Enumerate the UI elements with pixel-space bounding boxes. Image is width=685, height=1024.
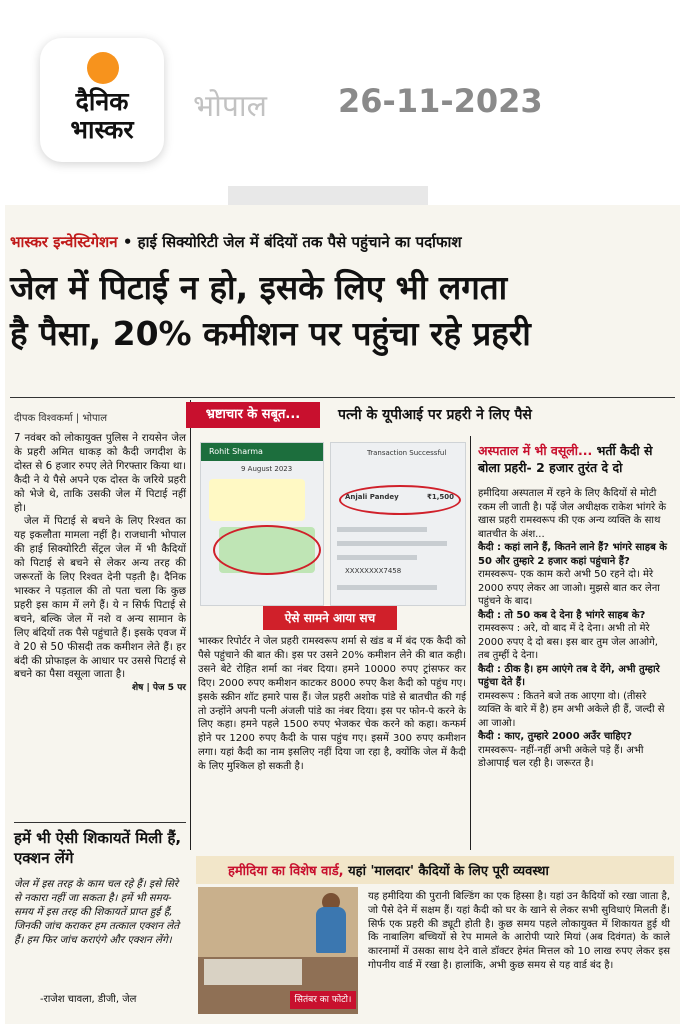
dg-quote: जेल में इस तरह के काम चल रहे हैं। इसे सिरे से नकारा नहीं जा सकता है। हमें भी समय-समय में इस तरह की शिकायतें प्राप्त हुई हैं, जिनकी जांच कराकर हम तत्काल एक्शन लेते हैं। हम फिर जांच कराएंगे और एक्शन लेंगे। <box>14 878 180 946</box>
byline: दीपक विश्वकर्मा | भोपाल <box>14 413 108 424</box>
column-rule-right <box>470 436 471 850</box>
feature-title-black: यहां 'मालदार' कैदियों के लिए पूरी व्यवस्था <box>343 864 549 879</box>
headline-divider <box>10 397 675 398</box>
payee-name: Anjali Pandey <box>345 493 399 501</box>
headline-line-1: जेल में पिटाई न हो, इसके लिए भी लगता <box>10 268 508 307</box>
section-kicker <box>10 232 462 252</box>
left-column-story <box>14 432 186 696</box>
edition-city: भोपाल <box>193 89 268 124</box>
dialogue-line: रामस्वरूप : कितने बजे तक आएगा वो। (तीसरे व्यक्ति के बारे में है) हम अभी अकेले ही हैं, जल्दी से आ जाओ। <box>478 690 665 729</box>
dialogue-line: कैदी : कहां लाने हैं, कितने लाने हैं? भांगरे साहब के 50 और तुम्हारे 2 हजार कहां पहुंचाने हैं? <box>478 542 667 567</box>
feature-body: यह हमीदिया की पुरानी बिल्डिंग का एक हिस्सा है। यहां उन कैदियों को रखा जाता है, जो पैसे देने में सक्षम हैं। यहां कैदी को घर के खाने से लेकर सभी सुविधाएं मिलती हैं। सिर्फ एक प्रहरी की ड्यूटी होती है। कुछ समय पहले लोकायुक्त में शिकायत हुई थी कि नाबालिग बच्चियों से रेप मामले के आरोपी प्यारे मियां (अब दिवंगत) के काले कारनामों में उसका साथ देने वाले डॉक्टर हेमंत मित्तल को 10 लाख रुपए लेकर इस गोपनीय वार्ड में रखा है। हालांकि, अभी कुछ समय से यह वार्ड बंद है। <box>368 891 670 971</box>
logo-text-line2: भास्कर <box>70 115 134 144</box>
payee-highlight-circle <box>339 485 461 515</box>
dialogue-line: रामस्वरूप- नहीं-नहीं अभी अकेले पड़े हैं। अभी डोआपाई चल रही है। जरूरत है। <box>478 744 644 769</box>
hospital-subhead <box>478 442 668 476</box>
payment-amount: ₹1,500 <box>427 493 455 501</box>
clipping-top-edge <box>228 186 428 206</box>
feature-title <box>228 861 549 879</box>
hospital-dialogue <box>478 487 668 771</box>
headline-line-2: है पैसा, 20% कमीशन पर पहुंचा रहे प्रहरी <box>10 314 531 353</box>
side-heading: हमें भी ऐसी शिकायतें मिली हैं, एक्शन लेंगे <box>14 829 182 867</box>
dialogue-line: कैदी : ठीक है। हम आएंगे तब दे देंगे, अभी तुम्हारे पहुंचा देते हैं। <box>478 663 660 688</box>
side-divider <box>14 822 186 823</box>
feature-title-red: हमीदिया का विशेष वार्ड, <box>228 864 344 879</box>
edition-date: 26-11-2023 <box>338 82 543 120</box>
dialogue-line: हमीदिया अस्पताल में रहने के लिए कैदियों से मोटी रकम ली जाती है। पढ़ें जेल अधीक्षक राकेश भांगरे के खास प्रहरी रामस्वरूप की एक अन्य व्यक्ति के साथ बातचीत के अंश... <box>478 488 667 540</box>
chat-header: Rohit Sharma <box>201 443 323 461</box>
dialogue-line: कैदी : तो 50 कब दे देना है भांगरे साहब के? <box>478 609 646 621</box>
left-paragraph-1: 7 नवंबर को लोकायुक्त पुलिस ने रायसेन जेल के प्रहरी अमित धाकड़ को कैदी जगदीश के दोस्त से 6 हजार रुपए लेते गिरफ्तार किया था। कैदी ने ये पैसे अपने एक दोस्त के जरिये प्रहरी को भेजे थे, ताकि उसकी जेल में पिटाई नहीं हो। <box>14 432 186 514</box>
evidence-caption: ऐसे सामने आया सच <box>263 606 397 630</box>
photo-bed <box>204 959 302 985</box>
logo-text-line1: दैनिक <box>75 87 129 116</box>
middle-column-story <box>198 635 466 774</box>
receipt-title: Transaction Successful <box>367 449 447 457</box>
column-rule-left <box>190 400 191 850</box>
hospital-subhead-black: भर्ती कैदी से बोला प्रहरी- 2 हजार तुरंत दे दो <box>478 443 653 475</box>
middle-paragraph: भास्कर रिपोर्टर ने जेल प्रहरी रामस्वरूप शर्मा से खंड ब में बंद एक कैदी को पैसे पहुंचाने की बात की। इस पर उसने 20% कमीशन लेने की बात कही। उसने बेटे रोहित शर्मा का नंबर दिया। हमने 10000 रुपए ट्रांसफर कर दिए। 2000 रुपए कमीशन काटकर 8000 रुपए कैश कैदी को पहुंच गए। इसके स्क्रीन शॉट हमारे पास हैं। जेल प्रहरी अशोक पांडे से बातचीत की गई तो उन्होंने अपनी पत्नी अंजली पांडे का नंबर दिया। इस पर फोन-पे करने के लिए कहा। हमने पहले 1500 रुपए भेजकर चेक करने को कहा। कन्फर्म होने पर 1200 रुपए कैदी के पास पहुंच गए। इसमें 300 रुपए कमीशन लगा। यहां कैदी का नाम इसलिए नहीं दिया जा रहा है, क्योंकि जेल में कैदी के लिए मुश्किल हो सकती है। <box>198 636 466 773</box>
left-paragraph-2: जेल में पिटाई से बचने के लिए रिश्वत का यह इकलौता मामला नहीं है। राजधानी भोपाल की हाई सिक्योरिटी सेंट्रल जेल में भी कैदियों को पिटाई से बचने से लेकर अन्य तरह की जरूरतों के लिए रिश्वत देनी पड़ती है। दैनिक भास्कर ने पड़ताल की तो पता चला कि कुछ प्रहरी इस काम में लगे हैं। ये न सिर्फ पिटाई से बचने, बल्कि जेल में नशे व अन्य सामान के लिए बंदियों तक पैसे पहुंचाते हैं। इसके एवज में वे 20 से 50 फीसदी तक कमीशन लेते हैं। हर बंदी की प्रोफाइल के आधार पर उससे पिटाई से बचने का पैसा वसूला जाता है। <box>14 515 186 681</box>
chat-date: 9 August 2023 <box>241 465 293 473</box>
quote-attribution: -राजेश चावला, डीजी, जेल <box>40 994 137 1005</box>
photo-person <box>316 907 346 953</box>
detail-row <box>337 527 427 532</box>
hospital-subhead-red: अस्पताल में भी वसूली... <box>478 443 593 458</box>
kicker-text: • हाई सिक्योरिटी जेल में बंदियों तक पैसे पहुंचाने का पर्दाफाश <box>117 233 462 251</box>
headline <box>10 265 675 357</box>
evidence-tagline: पत्नी के यूपीआई पर प्रहरी ने लिए पैसे <box>338 407 532 423</box>
highlight-circle <box>213 525 321 575</box>
upi-receipt-screenshot <box>330 442 466 606</box>
app-header <box>0 0 685 150</box>
detail-row <box>337 555 417 560</box>
dialogue-line: कैदी : काए, तुम्हारे 2000 अउँर चाहिए? <box>478 731 632 742</box>
dialogue-line: रामस्वरूप : अरे, वो बाद में दे देना। अभी तो मेरे 2000 रुपए दे दो बस। इस बार तुम जेल आओगे, तब तुम्हीं दे देना। <box>478 623 658 661</box>
chat-message <box>209 479 305 521</box>
whatsapp-screenshot <box>200 442 324 606</box>
photo-caption: सितंबर का फोटो। <box>290 991 356 1009</box>
dainik-bhaskar-logo[interactable] <box>40 38 164 162</box>
kicker-brand: भास्कर इन्वेस्टिगेशन <box>10 233 118 251</box>
detail-row <box>337 541 447 546</box>
detail-row <box>337 585 437 590</box>
dialogue-line: रामस्वरूप- एक काम करो अभी 50 रहने दो। मेरे 2000 रुपए लेकर आ जाओ। मुझसे बात कर लेना पहुंचने के बाद। <box>478 569 660 607</box>
bank-account: XXXXXXXX7458 <box>345 567 402 575</box>
continued-note: शेष | पेज 5 पर <box>132 683 186 694</box>
sun-icon <box>87 52 119 84</box>
evidence-banner: भ्रष्टाचार के सबूत... <box>186 402 320 428</box>
